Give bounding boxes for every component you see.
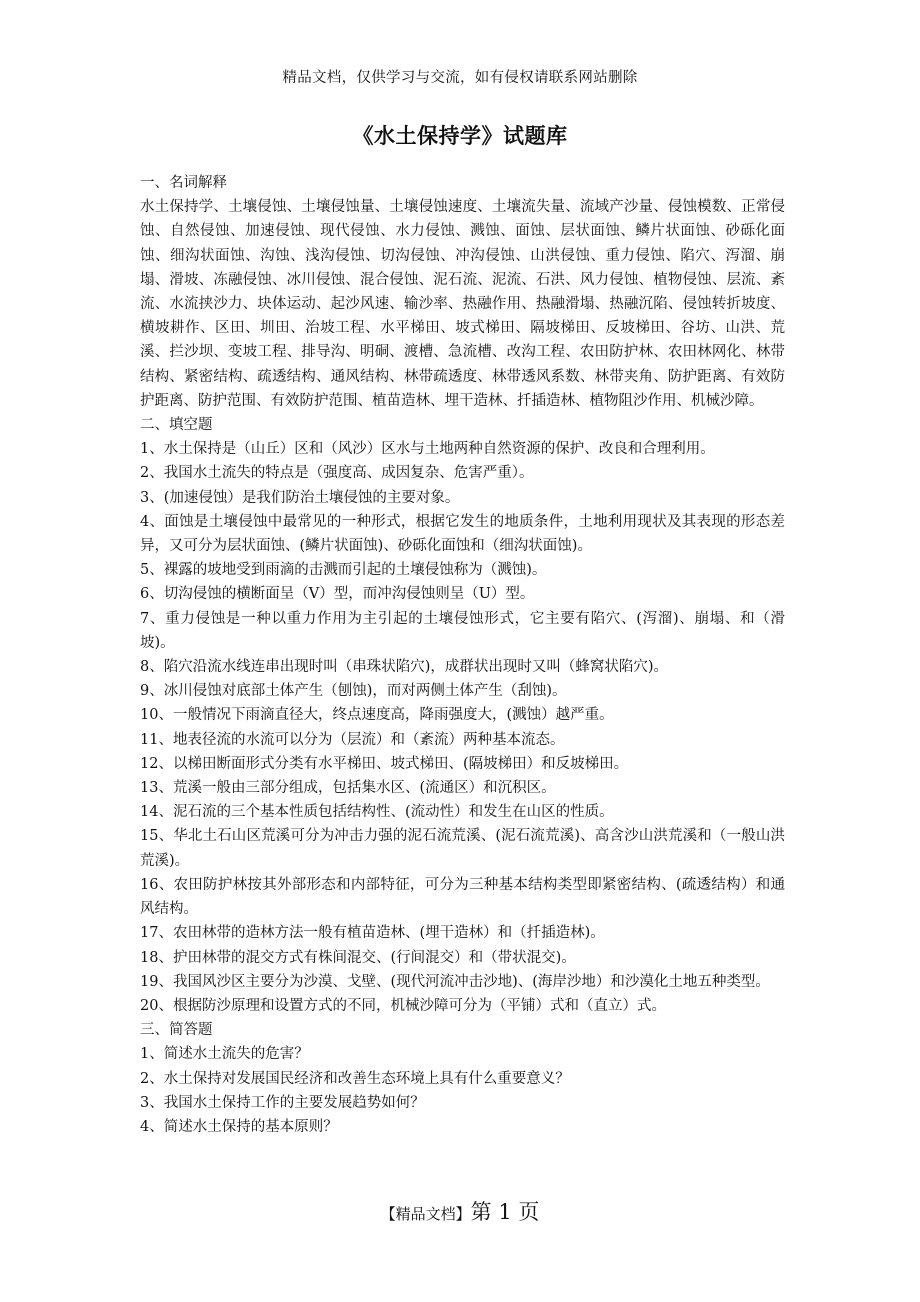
- short-question-item: 1、简述水土流失的危害？: [140, 1046, 309, 1063]
- document-title: 《水土保持学》试题库: [352, 124, 568, 148]
- fill-item: 8、陷穴沿流水线连串出现时叫（串珠状陷穴)，成群状出现时又叫（蜂窝状陷穴)。: [140, 659, 669, 676]
- page-footer: [0, 1196, 920, 1226]
- fill-item: 11、地表径流的水流可以分为（层流）和（紊流）两种基本流态。: [140, 731, 565, 748]
- fill-item: 5、裸露的坡地受到雨滴的击溅而引起的土壤侵蚀称为（溅蚀)。: [140, 562, 547, 579]
- fill-item: 20、根据防沙原理和设置方式的不同，机械沙障可分为（平铺）式和（直立）式。: [140, 997, 666, 1014]
- fill-item: 4、面蚀是土壤侵蚀中最常见的一种形式，根据它发生的地质条件，土地利用现状及其表现的形态差异，又可分为层状面蚀、(鳞片状面蚀)、砂砾化面蚀和（细沟状面蚀)。: [140, 513, 785, 555]
- short-question-item: 3、我国水土保持工作的主要发展趋势如何？: [140, 1094, 425, 1111]
- fill-item: 9、冰川侵蚀对底部土体产生（刨蚀)，而对两侧土体产生（刮蚀)。: [140, 683, 567, 700]
- fill-item: 1、水土保持是（山丘）区和（风沙）区水与土地两种自然资源的保护、改良和合理利用。: [140, 441, 715, 458]
- header-note: 精品文档，仅供学习与交流，如有侵权请联系网站删除: [282, 70, 638, 86]
- fill-item: 13、荒溪一般由三部分组成，包括集水区、(流通区）和沉积区。: [140, 780, 556, 797]
- fill-item: 18、护田林带的混交方式有株间混交、(行间混交）和（带状混交)。: [140, 949, 576, 966]
- page-number: 第 1 页: [470, 1200, 540, 1224]
- fill-item: 19、我国风沙区主要分为沙漠、戈壁、(现代河流冲击沙地)、(海岸沙地）和沙漠化土地五种类型。: [140, 973, 770, 990]
- fill-item: 17、农田林带的造林方法一般有植苗造林、(埋干造林）和（扦插造林)。: [140, 925, 605, 942]
- fill-item: 3、(加速侵蚀）是我们防治土壤侵蚀的主要对象。: [140, 489, 460, 506]
- fill-item: 16、农田防护林按其外部形态和内部特征，可分为三种基本结构类型即紧密结构、(疏透结构）和通风结构。: [140, 876, 785, 918]
- fill-item: 14、泥石流的三个基本性质包括结构性、(流动性）和发生在山区的性质。: [140, 804, 614, 821]
- section-heading-short: 三、简答题: [140, 1022, 213, 1039]
- section-heading-fill: 二、填空题: [140, 417, 213, 434]
- fill-item: 2、我国水土流失的特点是（强度高、成因复杂、危害严重）。: [140, 465, 534, 482]
- fill-item: 15、华北土石山区荒溪可分为冲击力强的泥石流荒溪、(泥石流荒溪)、高含沙山洪荒溪和（一般山洪荒溪)。: [140, 828, 785, 869]
- document-body: [140, 171, 785, 1139]
- terms-paragraph: 水土保持学、土壤侵蚀、土壤侵蚀量、土壤侵蚀速度、土壤流失量、流域产沙量、侵蚀模数、正常侵蚀、自然侵蚀、加速侵蚀、现代侵蚀、水力侵蚀、溅蚀、面蚀、层状面蚀、鳞片状面蚀、砂砾化面蚀、细沟状面蚀、沟蚀、浅沟侵蚀、切沟侵蚀、冲沟侵蚀、山洪侵蚀、重力侵蚀、陷穴、泻溜、崩塌、滑坡、冻融侵蚀、冰川侵蚀、混合侵蚀、泥石流、泥流、石洪、风力侵蚀、植物侵蚀、层流、紊流、水流挟沙力、块体运动、起沙风速、输沙率、热融作用、热融滑塌、热融沉陷、侵蚀转折坡度、横坡耕作、区田、圳田、治坡工程、水平梯田、坡式梯田、隔坡梯田、反坡梯田、谷坊、山洪、荒溪、拦沙坝、变坡工程、排导沟、明硐、渡槽、急流槽、改沟工程、农田防护林、农田林网化、林带结构、紧密结构、疏透结构、通风结构、林带疏透度、林带透风系数、林带夹角、防护距离、有效防护距离、防护范围、有效防护范围、植苗造林、埋干造林、扦插造林、植物阻沙作用、机械沙障。: [140, 199, 785, 409]
- short-question-item: 4、简述水土保持的基本原则？: [140, 1118, 338, 1135]
- fill-item: 7、重力侵蚀是一种以重力作用为主引起的土壤侵蚀形式，它主要有陷穴、(泻溜)、崩塌、和（滑坡)。: [140, 610, 785, 651]
- footer-label: 【精品文档】: [380, 1205, 471, 1223]
- fill-item: 10、一般情况下雨滴直径大，终点速度高，降雨强度大，(溅蚀）越严重。: [140, 707, 614, 724]
- short-question-item: 2、水土保持对发展国民经济和改善生态环境上具有什么重要意义？: [140, 1070, 570, 1087]
- section-heading-terms: 一、名词解释: [140, 175, 227, 191]
- fill-item: 6、切沟侵蚀的横断面呈（V）型，而冲沟侵蚀则呈（U）型。: [140, 586, 535, 603]
- fill-item: 12、以梯田断面形式分类有水平梯田、坡式梯田、(隔坡梯田）和反坡梯田。: [140, 755, 629, 772]
